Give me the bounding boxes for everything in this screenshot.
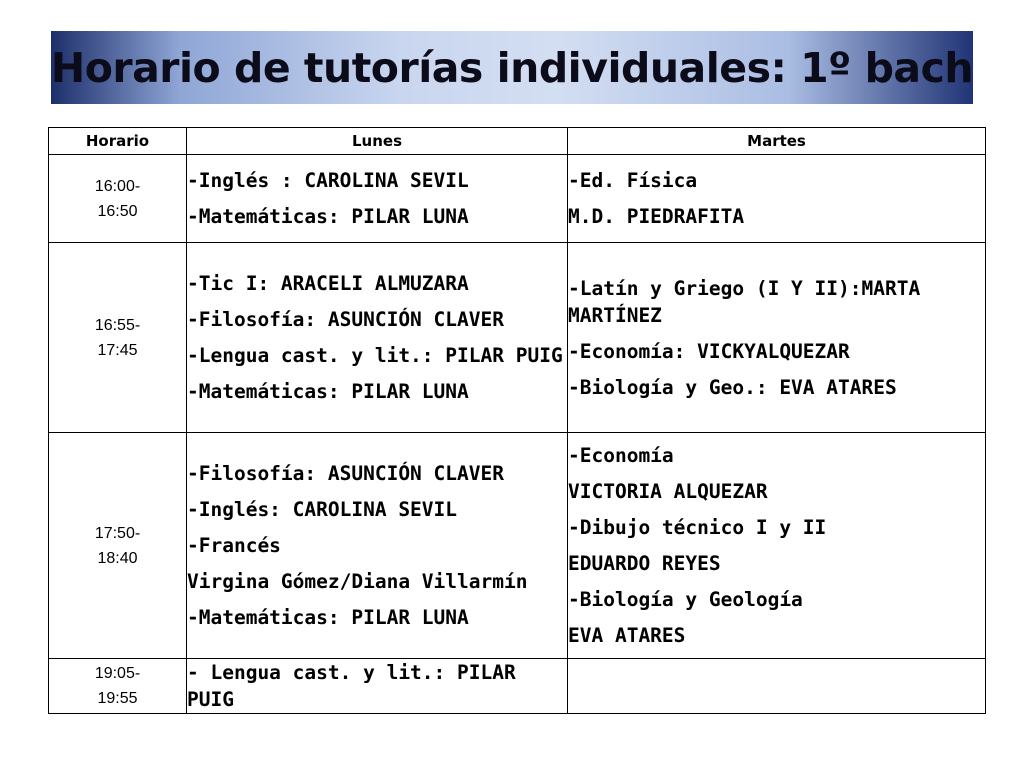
schedule-table [48,127,986,714]
tutor-entry: M.D. PIEDRAFITA [568,205,745,228]
header-horario: Horario [49,128,187,155]
time-end: 17:45 [97,341,138,359]
tutor-entry: -Tic I: ARACELI ALMUZARA [187,272,469,295]
table-row [49,659,986,714]
lunes-cell [187,433,568,659]
header-row [49,128,986,155]
tutor-entry: -Matemáticas: PILAR LUNA [187,380,469,403]
time-start: 19:05- [94,665,141,682]
time-end: 16:50 [97,202,138,220]
time-cell [49,155,187,243]
time-end: 19:55 [97,690,138,707]
lunes-cell [187,659,568,714]
time-end: 18:40 [97,549,138,567]
table-row [49,433,986,659]
time-cell [49,659,187,714]
table-row [49,155,986,243]
tutor-entry: -Economía [568,444,674,467]
header-martes: Martes [568,128,986,155]
tutor-entry: -Ed. Física [568,169,698,192]
martes-cell [568,433,986,659]
tutor-entry: EVA ATARES [568,624,686,647]
tutor-entry: -Filosofía: ASUNCIÓN CLAVER [187,462,504,485]
tutor-entry: -Inglés: CAROLINA SEVIL [187,498,458,521]
tutor-entry: Virgina Gómez/Diana Villarmín [187,570,528,593]
tutor-entry: -Latín y Griego (I Y II):MARTA MARTÍNEZ [568,276,921,327]
time-cell [49,243,187,433]
time-start: 16:55- [94,316,141,334]
tutor-entry: -Dibujo técnico I y II [568,516,827,539]
tutor-entry: -Biología y Geo.: EVA ATARES [568,375,897,399]
tutor-entry: -Matemáticas: PILAR LUNA [187,606,469,629]
lunes-cell [187,155,568,243]
header-lunes: Lunes [187,128,568,155]
tutor-entry: -Economía: VICKYALQUEZAR [568,339,850,363]
tutor-entry: -Matemáticas: PILAR LUNA [187,205,469,228]
martes-cell-empty [568,659,986,714]
tutor-entry: -Inglés : CAROLINA SEVIL [187,169,469,192]
martes-cell [568,243,986,433]
table-row [49,243,986,433]
page-title: Horario de tutorías individuales: 1º bach [50,43,974,92]
tutor-entry: -Biología y Geología [568,588,803,611]
title-banner [51,31,973,104]
tutor-entry: -Lengua cast. y lit.: PILAR PUIG [187,344,563,367]
martes-cell [568,155,986,243]
time-start: 17:50- [94,524,141,542]
tutor-entry: - Lengua cast. y lit.: PILAR PUIG [187,661,516,711]
time-cell [49,433,187,659]
time-start: 16:00- [94,177,141,195]
tutor-entry: -Filosofía: ASUNCIÓN CLAVER [187,308,504,331]
tutor-entry: EDUARDO REYES [568,552,721,575]
tutor-entry: -Francés [187,534,281,557]
lunes-cell [187,243,568,433]
tutor-entry: VICTORIA ALQUEZAR [568,480,768,503]
